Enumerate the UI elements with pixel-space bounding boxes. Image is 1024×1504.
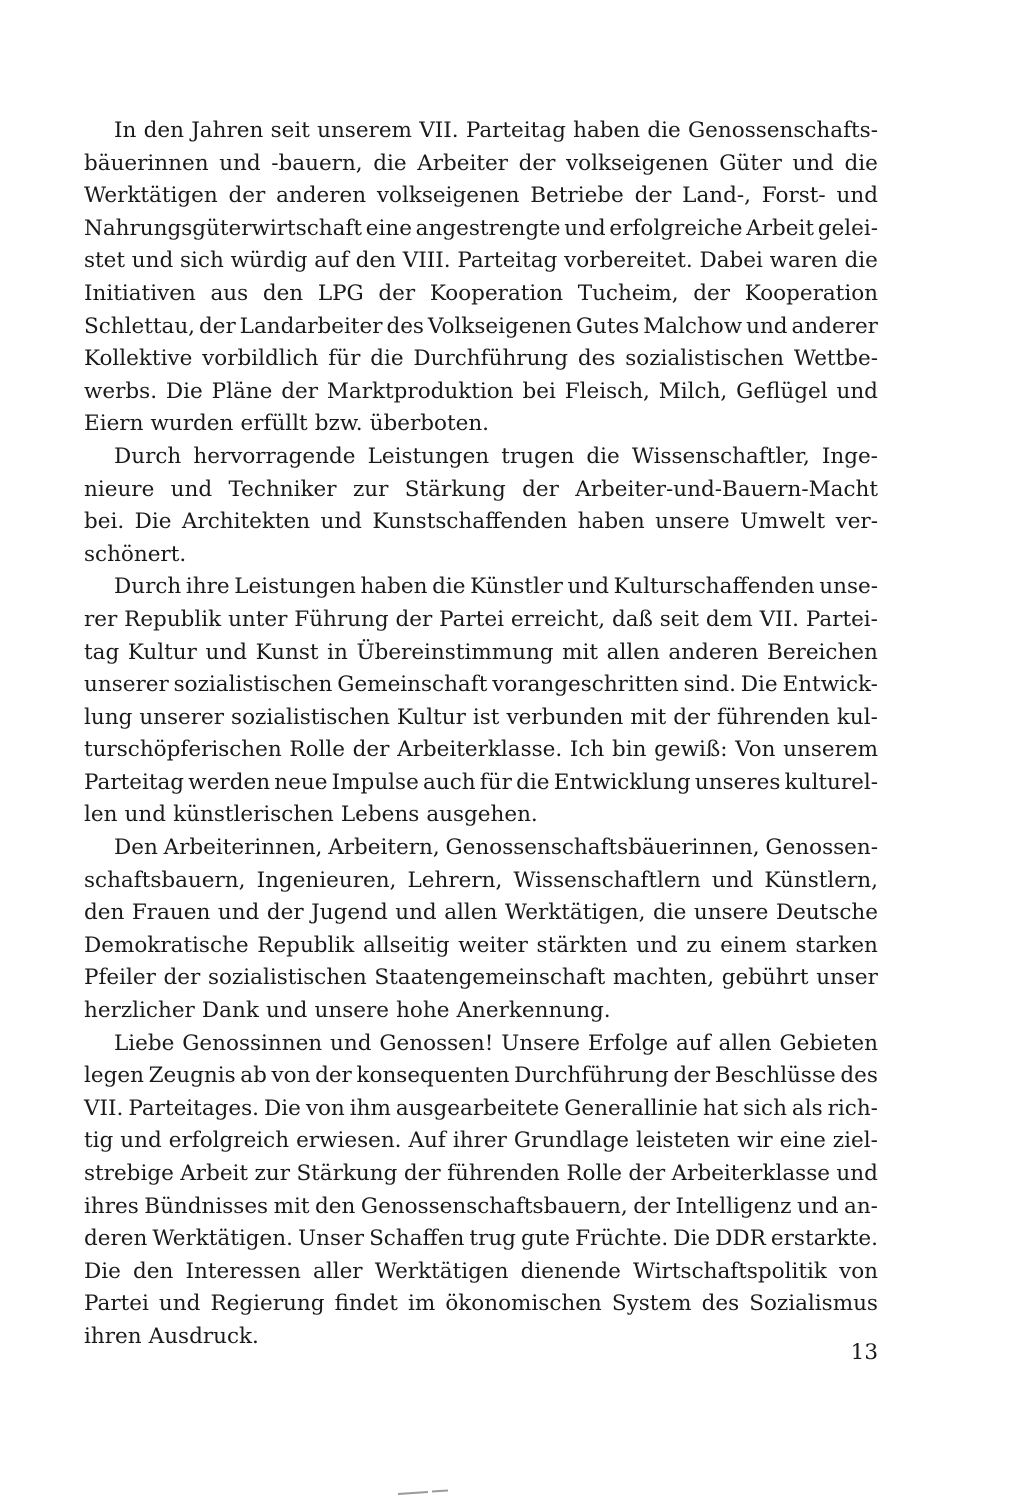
text-line: Durch ihre Leistungen haben die Künstler und Kulturschaffenden unse- [114, 574, 878, 600]
text-line: Parteitag werden neue Impulse auch für die Entwicklung unseres kulturel- [84, 769, 878, 795]
text-line: strebige Arbeit zur Stärkung der führenden Rolle der Arbeiterklasse und [84, 1161, 878, 1186]
text-line: stet und sich würdig auf den VIII. Parteitag vorbereitet. Dabei waren die [84, 248, 878, 274]
paragraph [84, 832, 878, 1028]
text-line: Werktätigen der anderen volkseigenen Betriebe der Land-, Forst- und [84, 183, 878, 209]
scan-mark [432, 1489, 448, 1492]
paragraph [84, 115, 878, 441]
page-number: 13 [850, 1340, 878, 1365]
text-line: Kollektive vorbildlich für die Durchführung des sozialistischen Wettbe- [84, 346, 878, 372]
paragraph [84, 1028, 878, 1354]
text-line: turschöpferischen Rolle der Arbeiterklasse. Ich bin gewiß: Von unserem [84, 737, 878, 763]
paragraph [84, 571, 878, 832]
text-line: Liebe Genossinnen und Genossen! Unsere Erfolge auf allen Gebieten [114, 1030, 878, 1056]
text-line: bei. Die Architekten und Kunstschaffenden haben unsere Umwelt ver- [84, 509, 878, 535]
text-line: ihren Ausdruck. [84, 1323, 259, 1349]
text-line: unserer sozialistischen Gemeinschaft vorangeschritten sind. Die Entwick- [84, 672, 878, 698]
text-line: herzlicher Dank und unsere hohe Anerkennung. [84, 998, 611, 1024]
text-line: Durch hervorragende Leistungen trugen die Wissenschaftler, Inge- [114, 443, 878, 469]
text-line: Den Arbeiterinnen, Arbeitern, Genossenschaftsbäuerinnen, Genossen- [114, 835, 878, 861]
text-line: schaftsbauern, Ingenieuren, Lehrern, Wissenschaftlern und Künstlern, [84, 867, 878, 893]
text-line: tig und erfolgreich erwiesen. Auf ihrer Grundlage leisteten wir eine ziel- [84, 1128, 878, 1154]
paragraph [84, 441, 878, 571]
text-line: In den Jahren seit unserem VII. Parteitag haben die Genossenschafts- [114, 118, 878, 143]
text-line: Die den Interessen aller Werktätigen dienende Wirtschaftspolitik von [84, 1258, 878, 1284]
text-line: Demokratische Republik allseitig weiter stärkten und zu einem starken [84, 932, 878, 958]
text-line: Nahrungsgüterwirtschaft eine angestrengte und erfolgreiche Arbeit gelei- [84, 215, 878, 241]
text-line: legen Zeugnis ab von der konsequenten Durchführung der Beschlüsse des [84, 1063, 878, 1089]
text-line: werbs. Die Pläne der Marktproduktion bei Fleisch, Milch, Geflügel und [84, 378, 878, 404]
text-line: schönert. [84, 541, 187, 567]
text-line: lung unserer sozialistischen Kultur ist verbunden mit der führenden kul- [84, 704, 878, 730]
text-line: nieure und Techniker zur Stärkung der Arbeiter-und-Bauern-Macht [84, 476, 878, 502]
text-line: den Frauen und der Jugend und allen Werktätigen, die unsere Deutsche [84, 900, 878, 926]
text-line: VII. Parteitages. Die von ihm ausgearbeitete Generallinie hat sich als rich- [84, 1095, 878, 1121]
text-line: Eiern wurden erfüllt bzw. überboten. [84, 411, 490, 437]
text-line: Partei und Regierung findet im ökonomischen System des Sozialismus [84, 1291, 878, 1317]
text-line: rer Republik unter Führung der Partei erreicht, daß seit dem VII. Partei- [84, 606, 878, 632]
text-line: Pfeiler der sozialistischen Staatengemeinschaft machten, gebührt unser [84, 965, 878, 991]
text-line: ihres Bündnisses mit den Genossenschaftsbauern, der Intelligenz und an- [84, 1193, 878, 1219]
text-line: tag Kultur und Kunst in Übereinstimmung mit allen anderen Bereichen [84, 639, 878, 665]
text-line: Initiativen aus den LPG der Kooperation Tucheim, der Kooperation [84, 280, 878, 306]
text-line: deren Werktätigen. Unser Schaffen trug gute Früchte. Die DDR erstarkte. [84, 1226, 878, 1252]
text-line: Schlettau, der Landarbeiter des Volkseigenen Gutes Malchow und anderer [84, 313, 878, 339]
text-line: len und künstlerischen Lebens ausgehen. [84, 802, 538, 828]
text-line: bäuerinnen und -bauern, die Arbeiter der volkseigenen Güter und die [84, 150, 878, 176]
scan-mark [398, 1491, 428, 1495]
body-text [84, 115, 878, 1354]
